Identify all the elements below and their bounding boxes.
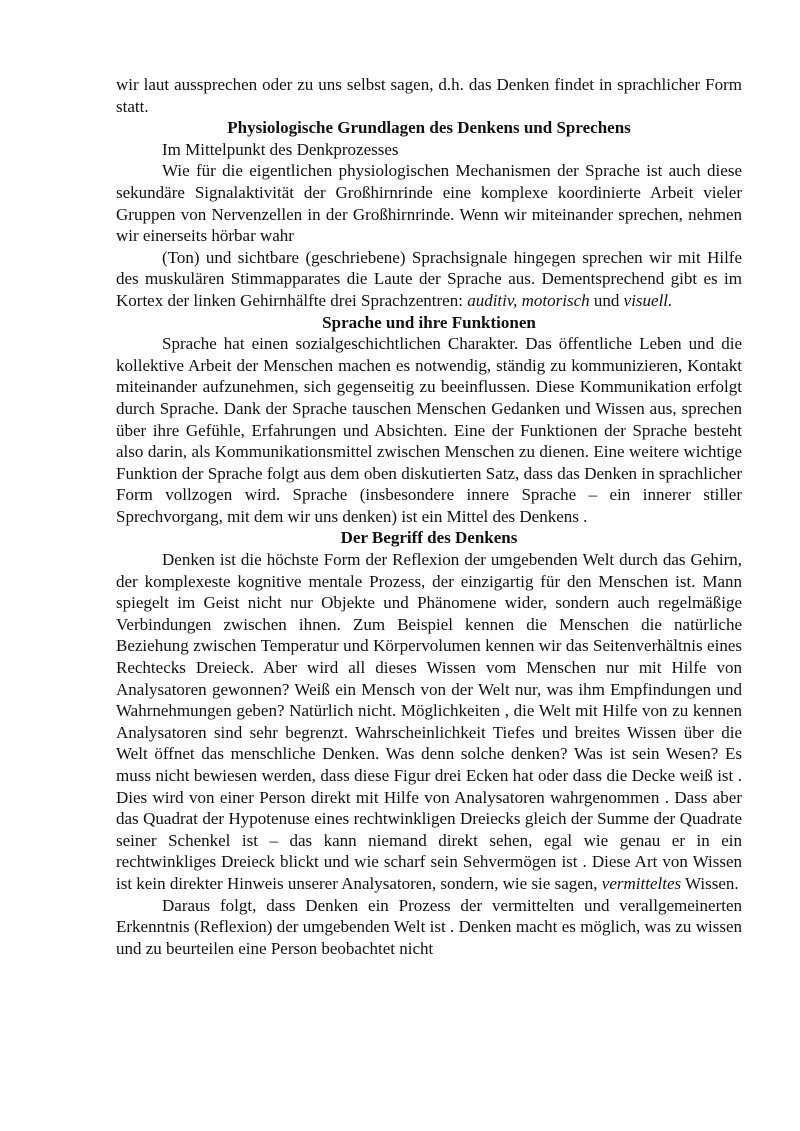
text-run: Wissen. (681, 873, 739, 893)
text-run: und (589, 290, 624, 310)
text-run: (Ton) und sichtbare (geschriebene) Sprachsignale hingegen sprechen wir mit Hilfe des muskulären Stimmapparates die Laute der Sprache aus. Dementsprechend gibt es im Kortex der linken Gehirnhälfte drei Sprachzentren: (116, 247, 742, 310)
heading-begriff-denken: Der Begriff des Denkens (340, 528, 518, 548)
paragraph-denken (116, 549, 742, 895)
heading-physiologische-grundlagen: Physiologische Grundlagen des Denkens und Sprechens (227, 118, 631, 138)
paragraph-daraus-folgt: Daraus folgt, dass Denken ein Prozess der vermittelten und verallgemeinerten Erkenntnis (Reflexion) der umgebenden Welt ist . Denken macht es möglich, was zu wissen und zu beurteilen eine Person beobachtet nicht (116, 895, 742, 958)
document-page (116, 74, 742, 959)
intro-paragraph: wir laut aussprechen oder zu uns selbst sagen, d.h. das Denken findet in sprachlicher Form statt. (116, 75, 742, 116)
italic-term: auditiv, motorisch (467, 290, 590, 310)
subheading-mittelpunkt: Im Mittelpunkt des Denkprozesses (162, 139, 399, 159)
italic-term: vermitteltes (601, 873, 682, 893)
paragraph-signalaktivitaet: Wie für die eigentlichen physiologischen Mechanismen der Sprache ist auch diese sekundäre Signalaktivität der Großhirnrinde eine komplexe koordinierte Arbeit vieler Gruppen von Nervenzellen in der Großhirnrinde. Wenn wir miteinander sprechen, nehmen wir einerseits hörbar wahr (116, 161, 742, 246)
paragraph-sprachzentren (116, 247, 742, 312)
italic-term: visuell. (623, 290, 673, 310)
heading-sprache-funktionen: Sprache und ihre Funktionen (322, 312, 536, 332)
text-run: Denken ist die höchste Form der Reflexion der umgebenden Welt durch das Gehirn, der komplexeste kognitive mentale Prozess, der einzigartig für den Menschen ist. Mann spiegelt im Geist nicht nur Objekte und Phänomene wider, sondern auch regelmäßige Verbindungen zwischen ihnen. Zum Beispiel kennen die Menschen die natürliche Beziehung zwischen Temperatur und Körpervolumen kennen wir das Seitenverhältnis eines Rechtecks Dreieck. Aber wird all dieses Wissen vom Menschen nur mit Hilfe von Analysatoren gewonnen? Weiß ein Mensch von der Welt nur, was ihm Empfindungen und Wahrnehmungen geben? Natürlich nicht. Möglichkeiten , die Welt mit Hilfe von zu kennen Analysatoren sind sehr begrenzt. Wahrscheinlichkeit Tiefes und breites Wissen über die Welt öffnet das menschliche Denken. Was denn solche denken? Was ist sein Wesen? Es muss nicht bewiesen werden, dass diese Figur drei Ecken hat oder dass die Decke weiß ist . Dies wird von einer Person direkt mit Hilfe von Analysatoren wahrgenommen . Dass aber das Quadrat der Hypotenuse eines rechtwinkligen Dreiecks gleich der Summe der Quadrate seiner Schenkel ist – das kann niemand direkt sehen, egal wie genau er in ein rechtwinkliges Dreieck blickt und wie scharf sein Sehvermögen ist . Diese Art von Wissen ist kein direkter Hinweis unserer Analysatoren, sondern, wie sie sagen, (116, 550, 742, 893)
paragraph-sprache: Sprache hat einen sozialgeschichtlichen Charakter. Das öffentliche Leben und die kollektive Arbeit der Menschen machen es notwendig, ständig zu kommunizieren, Kontakt miteinander aufzunehmen, sich gegenseitig zu beeinflussen. Diese Kommunikation erfolgt durch Sprache. Dank der Sprache tauschen Menschen Gedanken und Wissen aus, sprechen über ihre Gefühle, Erfahrungen und Absichten. Eine der Funktionen der Sprache besteht also darin, als Kommunikationsmittel zwischen Menschen zu dienen. Eine weitere wichtige Funktion der Sprache folgt aus dem oben diskutierten Satz, dass das Denken in sprachlicher Form vollzogen wird. Sprache (insbesondere innere Sprache – ein innerer stiller Sprechvorgang, mit dem wir uns denken) ist ein Mittel des Denkens . (116, 334, 742, 526)
